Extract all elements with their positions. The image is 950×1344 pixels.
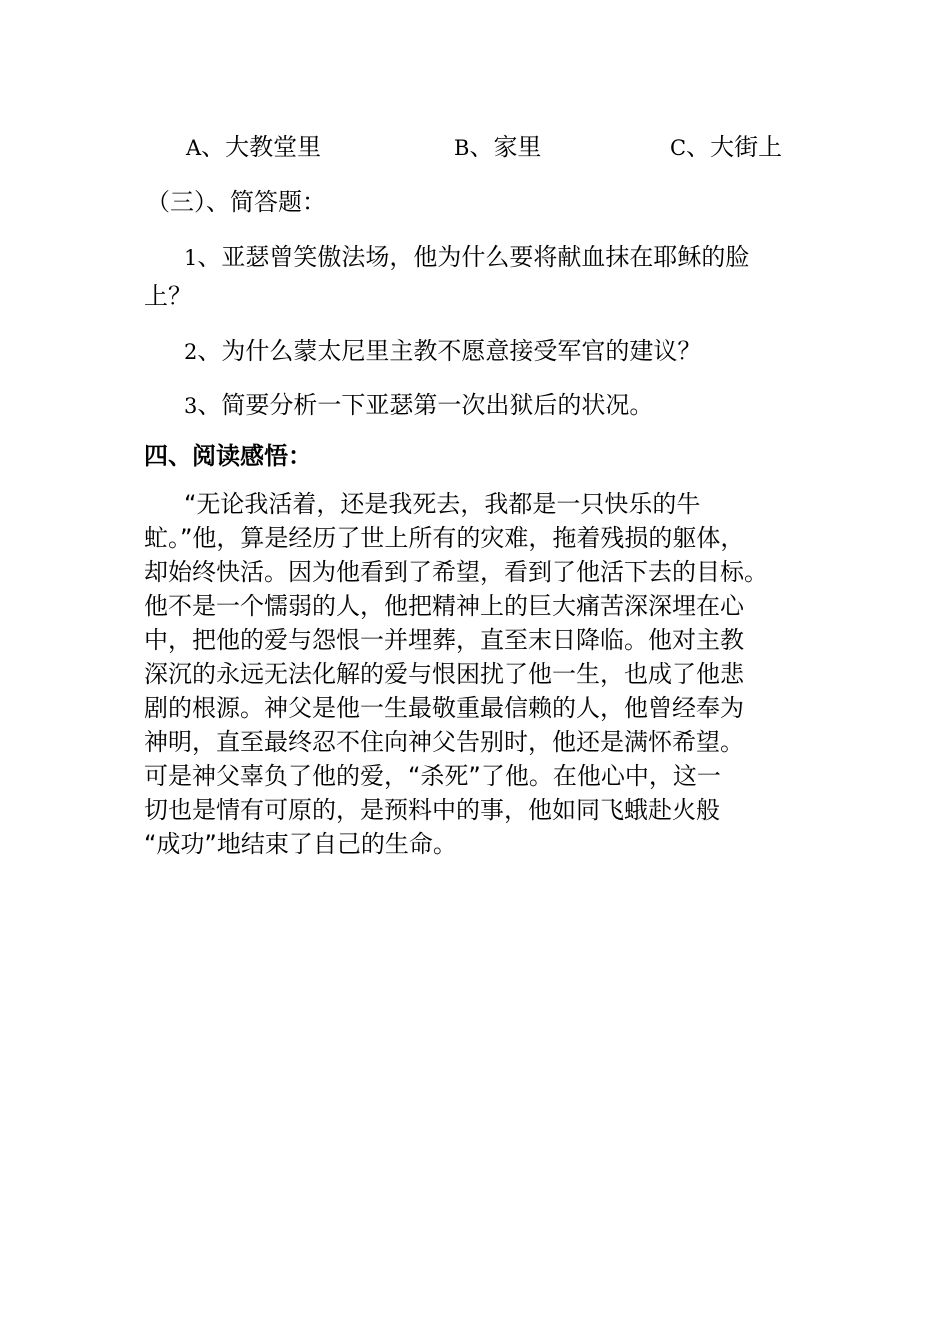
- option-separator: 、: [201, 133, 226, 161]
- option-c: [670, 132, 782, 163]
- paragraph-line: 却始终快活。因为他看到了希望，看到了他活下去的目标。: [144, 558, 768, 586]
- question-separator: 、: [197, 243, 222, 271]
- question-1: [184, 242, 749, 273]
- question-text: 亚瑟曾笑傲法场，他为什么要将献血抹在耶稣的脸: [221, 243, 750, 271]
- question-number: 3: [184, 394, 198, 418]
- paragraph-line: “成功”地结束了自己的生命。: [144, 830, 457, 858]
- question-text: 为什么蒙太尼里主教不愿意接受军官的建议？: [221, 337, 702, 365]
- option-text: 家里: [493, 133, 542, 161]
- paragraph-line: “无论我活着，还是我死去，我都是一只快乐的牛: [184, 490, 701, 518]
- question-3: [184, 390, 653, 421]
- option-letter: A: [186, 136, 202, 160]
- paragraph-line: 剧的根源。神父是他一生最敬重最信赖的人，他曾经奉为: [144, 694, 744, 722]
- paragraph-line: 切也是情有可原的，是预料中的事，他如同飞蛾赴火般: [144, 796, 720, 824]
- question-2: [184, 336, 701, 367]
- question-1-continuation: 上？: [144, 282, 192, 310]
- paragraph-line: 虻。”他，算是经历了世上所有的灾难，拖着残损的躯体，: [144, 524, 745, 552]
- option-b: [454, 132, 541, 163]
- question-number: 1: [184, 246, 198, 270]
- option-text: 大街上: [710, 133, 783, 161]
- option-text: 大教堂里: [225, 133, 322, 161]
- paragraph-line: 可是神父辜负了他的爱，“杀死”了他。在他心中，这一: [144, 762, 721, 790]
- paragraph-line: 神明，直至最终忍不住向神父告别时，他还是满怀希望。: [144, 728, 744, 756]
- section-3-heading: （三）、简答题：: [146, 188, 326, 216]
- question-text: 简要分析一下亚瑟第一次出狱后的状况。: [221, 391, 654, 419]
- option-separator: 、: [469, 133, 494, 161]
- paragraph-line: 中，把他的爱与怨恨一并埋葬，直至末日降临。他对主教: [144, 626, 744, 654]
- question-number: 2: [184, 340, 198, 364]
- paragraph-line: 他不是一个懦弱的人，他把精神上的巨大痛苦深深埋在心: [144, 592, 744, 620]
- paragraph-line: 深沉的永远无法化解的爱与恨困扰了他一生，也成了他悲: [144, 660, 744, 688]
- option-letter: C: [670, 136, 687, 160]
- question-separator: 、: [197, 391, 222, 419]
- option-separator: 、: [686, 133, 711, 161]
- option-a: [186, 132, 321, 163]
- option-letter: B: [454, 136, 470, 160]
- question-separator: 、: [197, 337, 222, 365]
- section-4-heading: 四、阅读感悟：: [144, 442, 312, 470]
- reading-paragraph: [144, 487, 804, 861]
